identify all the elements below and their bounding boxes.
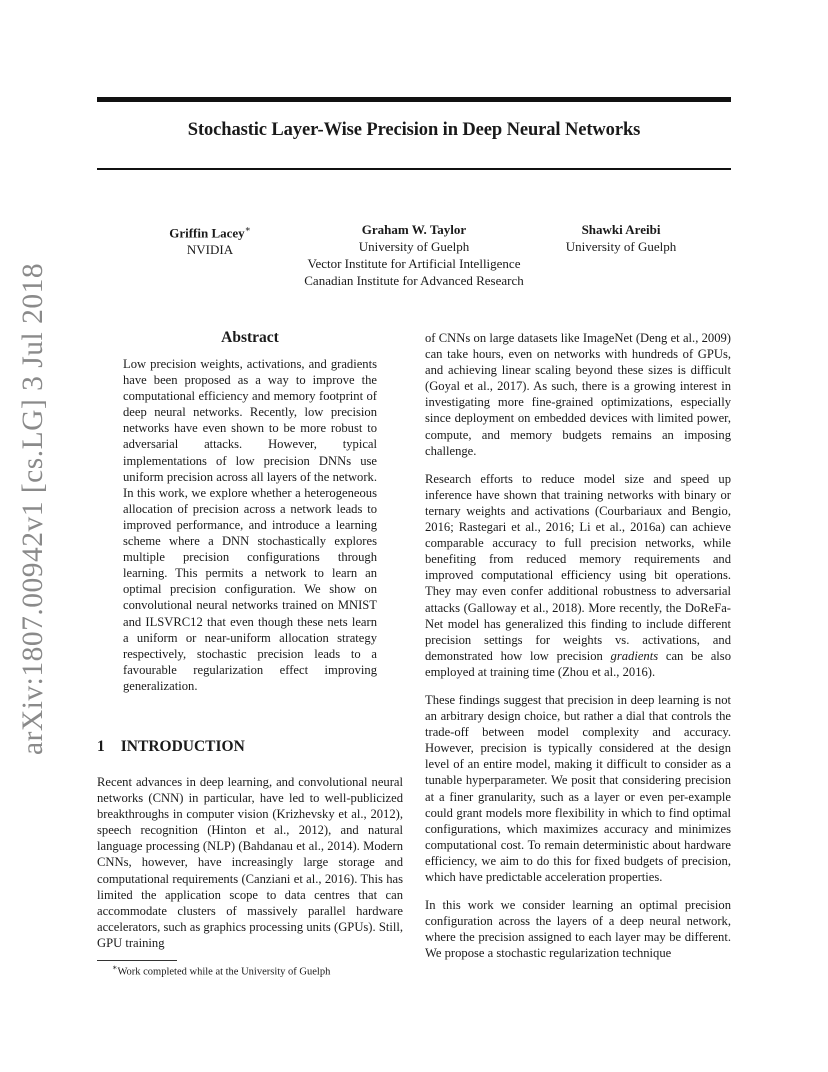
footnote <box>112 963 330 978</box>
author-affiliation: University of Guelph <box>358 239 470 254</box>
paragraph: In this work we consider learning an optimal precision configuration across the layers of a deep neural network, where the precision assigned to each layer may be different. We propose a stochastic regularization technique <box>425 898 731 961</box>
author-affiliation: Vector Institute for Artificial Intelligence <box>307 256 521 271</box>
paragraph: Research efforts to reduce model size and speed up inference have shown that training networks with binary or ternary weights and activations (Courbariaux and Bengio, 2016; Rastegari et al., 2016; Li et al., 2016a) can achieve comparable accuracy to full precision networks, while benefiting from reduced memory requirements and improved computational efficiency using bit operations. They may even confer additional robustness to adversarial attacks (Galloway et al., 2018). More recently, the DoReFa-Net model has generalized this finding to include different precision settings for weights vs. activations, and demonstrated how low precision gradients can be also employed at training time (Zhou et al., 2016). <box>425 471 731 679</box>
arxiv-stamp: arXiv:1807.00942v1 [cs.LG] 3 Jul 2018 <box>17 262 49 755</box>
author-block-3 <box>555 221 687 255</box>
footnote-rule <box>97 960 177 961</box>
section-heading <box>97 738 245 756</box>
abstract-heading: Abstract <box>221 329 279 346</box>
author-name: Griffin Lacey∗ <box>169 224 251 241</box>
title-rule <box>97 168 731 170</box>
abstract-text: Low precision weights, activations, and gradients have been proposed as a way to improve the computational efficiency and memory footprint of deep neural networks. Recently, low precision networks have even shown to be more robust to adversarial attacks. However, typical implementations of low precision DNNs use uniform precision across all layers of the network. In this work, we explore whether a heterogeneous allocation of precision across a network leads to improved performance, and introduce a learning scheme where a DNN stochastically explores multiple precision configurations through learning. This permits a network to learn an optimal precision configuration. We show on convolutional neural networks trained on MNIST and ILSVRC12 that even though these nets learn a uniform or near-uniform allocation strategy respectively, stochastic precision leads to a favourable regularization effect improving generalization. <box>123 357 377 693</box>
abstract-body <box>123 356 377 694</box>
paragraph: Recent advances in deep learning, and convolutional neural networks (CNN) in particular, have led to well-publicized breakthroughs in computer vision (Krizhevsky et al., 2012), speech recognition (Hinton et al., 2012), and natural language processing (NLP) (Bahdanau et al., 2014). Modern CNNs, however, have increasingly large storage and computational requirements (Canziani et al., 2016). This has limited the application scope to data centres that can accommodate clusters of massively parallel hardware accelerators, such as graphics processing units (GPUs). Still, GPU training <box>97 775 403 950</box>
author-affiliation: Canadian Institute for Advanced Research <box>304 273 524 288</box>
author-name: Graham W. Taylor <box>361 222 467 237</box>
top-rule <box>97 97 731 102</box>
author-block-1 <box>150 221 270 258</box>
author-block-2 <box>280 221 548 289</box>
emphasis-text: gradients <box>610 648 659 663</box>
paper-title: Stochastic Layer-Wise Precision in Deep Neural Networks <box>187 120 641 140</box>
paragraph: These findings suggest that precision in deep learning is not an arbitrary design choice, but rather a dial that controls the trade-off between model complexity and accuracy. However, precision is typically considered at the design level of an entire model, making it difficult to consider as a tunable hyperparameter. We posit that considering precision at a finer granularity, such as a layer or even per-example could grant models more flexibility in which to find optimal configurations, which maximizes accuracy and minimizes computational cost. To remain deterministic about hardware efficiency, we aim to do this for fixed budgets of precision, which have predictable acceleration properties. <box>425 692 731 884</box>
section-title: INTRODUCTION <box>120 738 245 755</box>
intro-left-column <box>97 774 403 951</box>
paragraph: of CNNs on large datasets like ImageNet (Deng et al., 2009) can take hours, even on networks with hundreds of GPUs, and achieving linear scaling beyond these sizes is difficult (Goyal et al., 2017). As such, there is a growing interest in investigating more fine-grained optimizations, especially since deployment on embedded devices with limited power, compute, and memory budgets remains an imposing challenge. <box>425 331 731 458</box>
footnote-text: Work completed while at the University of Guelph <box>117 966 331 978</box>
right-column <box>425 330 731 973</box>
footnote-mark: ∗ <box>112 963 118 972</box>
author-name: Shawki Areibi <box>581 222 661 237</box>
author-affiliation: University of Guelph <box>565 239 677 254</box>
section-number: 1 <box>97 738 105 755</box>
author-affiliation: NVIDIA <box>186 242 234 258</box>
